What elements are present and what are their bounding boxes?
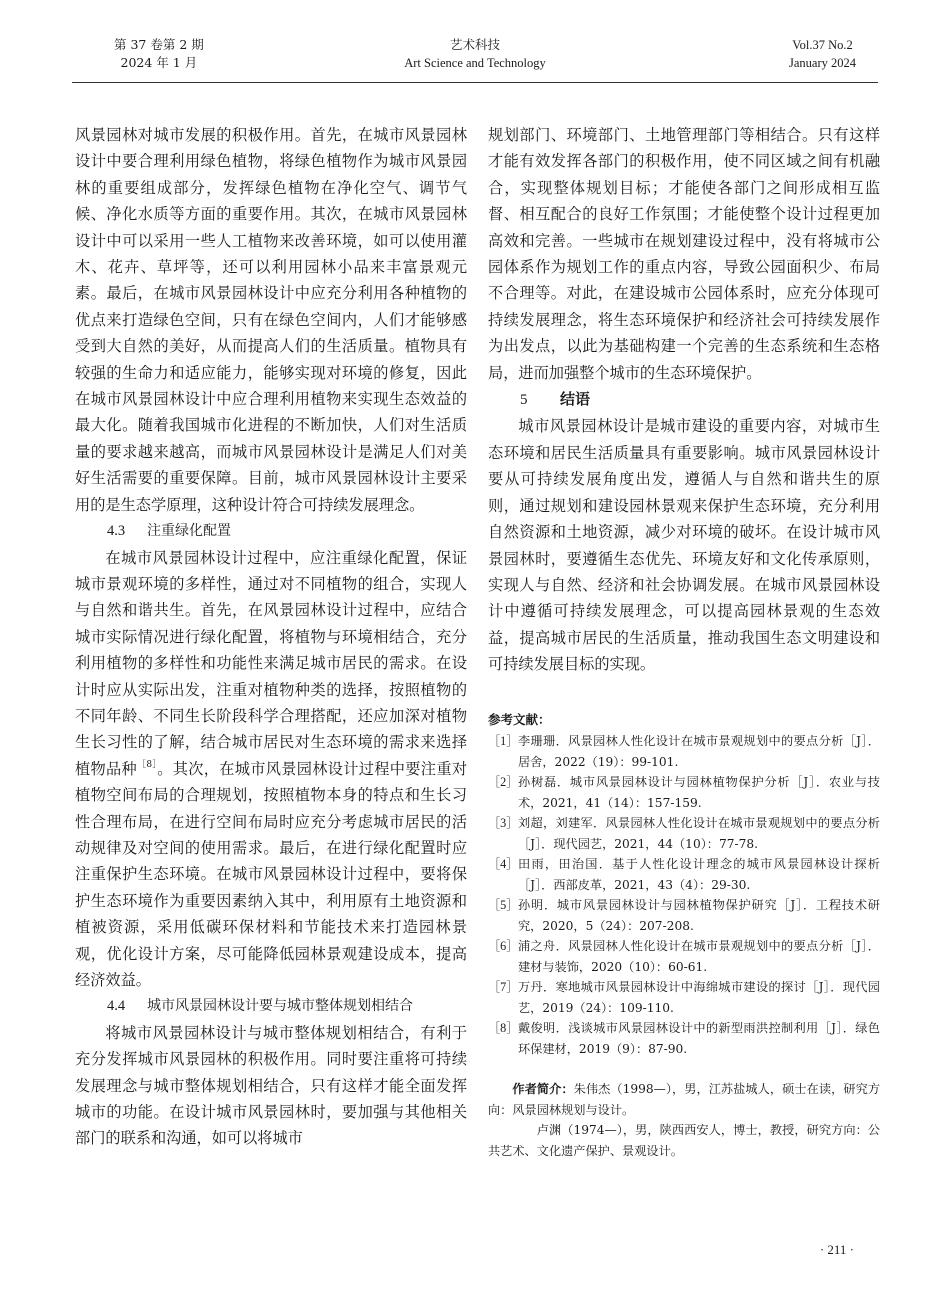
reference-item [488,772,880,813]
reference-number: ［3］ [488,816,519,831]
right-column [488,122,880,1161]
left-column [75,122,467,1152]
reference-number: ［6］ [488,939,519,954]
reference-item [488,936,880,977]
reference-number: ［7］ [488,980,519,995]
journal-title-cn: 艺术科技 [449,37,500,52]
reference-text: 孙树磊．城市风景园林设计与园林植物保护分析［J］．农业与技术，2021，41（14）：157-159. [518,775,880,810]
paragraph-text: 在城市风景园林设计过程中，应注重绿化配置，保证城市景观环境的多样性，通过对不同植物的组合，实现人与自然和谐共生。首先，在风景园林设计过程中，应结合城市实际情况进行绿化配置，将植物与环境相结合，充分利用植物的多样性和功能性来满足城市居民的需求。在设计时应从实际出发，注重对植物种类的选择，按照植物的不同年龄、不同生长阶段科学合理搭配，还应加深对植物生长习性的了解，结合城市居民对生态环境的需求来选择植物品种 [75,548,467,778]
reference-item [488,813,880,854]
author-label: 作者简介： [512,1082,574,1097]
section-title: 结语 [560,390,591,409]
reference-item [488,977,880,1018]
section-heading-5 [488,386,880,413]
header-right [789,36,856,72]
reference-number: ［2］ [488,775,519,790]
paragraph-text: 。其次，在城市风景园林设计过程中要注重对植物空间布局的合理规划，按照植物本身的特点和生长习性合理布局，在进行空间布局时应充分考虑城市居民的活动规律及对空间的使用需求。最后，在进行绿化配置时应注重保护生态环境。在城市风景园林设计过程中，要将保护生态环境作为重要因素纳入其中，利用原有土地资源和植被资源，采用低碳环保材料和节能技术来打造园林景观，优化设计方案，尽可能降低园林景观建设成本，提高经济效益。 [75,759,468,989]
paragraph: 将城市风景园林设计与城市整体规划相结合，有利于充分发挥城市风景园林的积极作用。同时要注重将可持续发展理念与城市整体规划相结合，只有这样才能全面发挥城市的功能。在设计城市风景园林时，要加强与其他相关部门的联系和沟通，如可以将城市 [75,1023,467,1148]
reference-text: 李珊珊．风景园林人性化设计在城市景观规划中的要点分析［J］．居舍，2022（19）：99-101. [518,734,880,769]
section-title: 注重绿化配置 [147,523,231,540]
references [488,710,880,1060]
author-info [488,1079,880,1161]
volume-issue: 第 37 卷第 2 期 [114,37,204,52]
references-title: 参考文献： [488,711,551,727]
running-header [72,34,878,83]
reference-text: 孙明．城市风景园林设计与园林植物保护研究［J］．工程技术研究，2020，5（24）：207-208. [518,898,880,933]
page-number: · 211 · [819,1242,854,1257]
section-number: 5 [520,392,528,409]
citation: ［8］ [137,759,158,770]
reference-number: ［8］ [488,1021,519,1036]
reference-number: ［1］ [488,734,519,749]
reference-item [488,895,880,936]
header-center [72,36,878,72]
reference-item [488,854,880,895]
section-heading-4-4 [75,993,467,1019]
reference-text: 田雨，田治国．基于人性化设计理念的城市风景园林设计探析［J］．西部皮革，2021，43（4）：29-30. [518,857,880,892]
author-bio [488,1079,880,1120]
paragraph: 城市风景园林设计是城市建设的重要内容，对城市生态环境和居民生活质量具有重要影响。城市风景园林设计要从可持续发展角度出发，遵循人与自然和谐共生的原则，通过规划和建设园林景观来保护生态环境，充分利用自然资源和土地资源，减少对环境的破坏。在设计城市风景园林时，要遵循生态优先、环境友好和文化传承原则，实现人与自然、经济和社会协调发展。在城市风景园林设计中遵循可持续发展理念，可以提高园林景观的生态效益，提高城市居民的生活质量，推动我国生态文明建设和可持续发展目标的实现。 [488,417,880,674]
journal-title-en: Art Science and Technology [404,56,546,70]
section-number: 4.3 [107,523,126,540]
reference-text: 浦之舟．风景园林人性化设计在城市景观规划中的要点分析［J］．建材与装饰，2020（10）：60-61. [518,939,880,974]
reference-text: 万丹．寒地城市风景园林设计中海绵城市建设的探讨［J］．现代园艺，2019（24）：109-110. [518,980,880,1015]
reference-item [488,1018,880,1059]
section-heading-4-3 [75,518,467,544]
issue-date-en: January 2024 [789,56,856,70]
reference-text: 刘超，刘建军．风景园林人性化设计在城市景观规划中的要点分析［J］．现代园艺，2021，44（10）：77-78. [518,816,880,851]
reference-text: 戴俊明．浅谈城市风景园林设计中的新型雨洪控制利用［J］．绿色环保建材，2019（9）：87-90. [518,1021,880,1056]
reference-number: ［5］ [488,898,519,913]
paragraph [75,545,467,994]
volume-issue-en: Vol.37 No.2 [792,38,853,52]
paragraph: 风景园林对城市发展的积极作用。首先，在城市风景园林设计中要合理利用绿色植物，将绿色植物作为城市风景园林的重要组成部分，发挥绿色植物在净化空气、调节气候、净化水质等方面的重要作用。其次，在城市风景园林设计中可以采用一些人工植物来改善环境，如可以使用灌木、花卉、草坪等，还可以利用园林小品来丰富景观元素。最后，在城市风景园林设计中应充分利用各种植物的优点来打造绿色空间，只有在绿色空间内，人们才能够感受到大自然的美好，从而提高人们的生活质量。植物具有较强的生命力和适应能力，能够实现对环境的修复，因此在城市风景园林设计中应合理利用植物来实现生态效益的最大化。随着我国城市化进程的不断加快，人们对生活质量的要求越来越高，而城市风景园林设计是满足人们对美好生活需要的重要保障。目前，城市风景园林设计主要采用的是生态学原理，这种设计符合可持续发展理念。 [75,126,467,514]
author-bio-text: 朱伟杰（1998—），男，江苏盐城人，硕士在读，研究方向：风景园林规划与设计。 [488,1082,881,1117]
reference-number: ［4］ [488,857,519,872]
reference-item [488,731,880,772]
paragraph: 规划部门、环境部门、土地管理部门等相结合。只有这样才能有效发挥各部门的积极作用，使不同区域之间有机融合，实现整体规划目标；才能使各部门之间形成相互监督、相互配合的良好工作氛围；才能使整个设计过程更加高效和完善。一些城市在规划建设过程中，没有将城市公园体系作为规划工作的重点内容，导致公园面积少、布局不合理等。对此，在建设城市公园体系时，应充分体现可持续发展理念，将生态环境保护和经济社会可持续发展作为出发点，以此为基础构建一个完善的生态系统和生态格局，进而加强整个城市的生态环境保护。 [488,126,880,382]
author-bio: 卢渊（1974—），男，陕西西安人，博士，教授，研究方向：公共艺术、文化遗产保护、景观设计。 [488,1123,880,1158]
section-title: 城市风景园林设计要与城市整体规划相结合 [147,998,413,1015]
issue-date-cn: 2024 年 1 月 [120,55,198,70]
section-number: 4.4 [107,998,126,1015]
